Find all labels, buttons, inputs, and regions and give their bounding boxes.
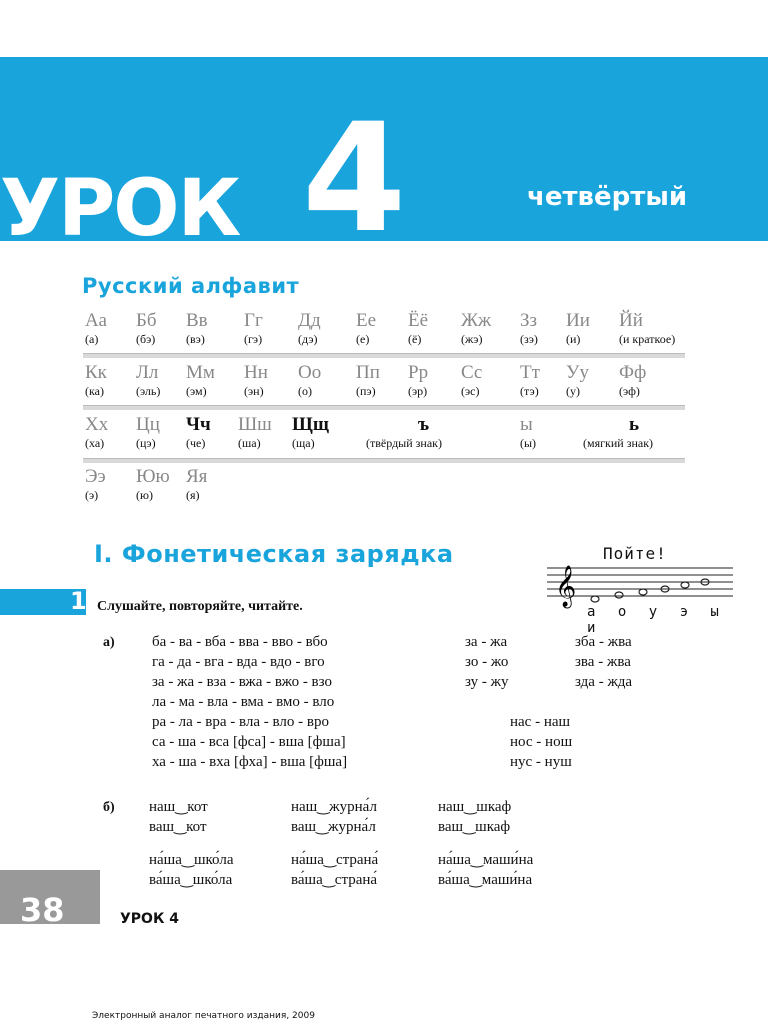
alphabet-letter: Пп	[356, 362, 380, 383]
alphabet-letter-cell	[186, 467, 207, 501]
alphabet-letter-cell	[583, 415, 653, 449]
alphabet-letter-name: (и краткое)	[619, 332, 676, 346]
alphabet-letter: Ии	[566, 310, 590, 331]
alphabet-letter-cell	[566, 311, 590, 345]
alphabet-letter-name: (вэ)	[186, 332, 205, 346]
alphabet-letter-name: (пэ)	[356, 384, 376, 398]
alphabet-letter-cell	[356, 363, 380, 397]
alphabet-letter-cell	[408, 363, 428, 397]
alphabet-letter-cell	[186, 415, 211, 449]
part-a-label: а)	[103, 635, 115, 650]
alphabet-letter-name: (тэ)	[520, 384, 539, 398]
alphabet-letter-name: (бэ)	[136, 332, 156, 346]
syllable-line: ха - ша - вха [фха] - вша [фша]	[152, 754, 348, 770]
divider	[83, 405, 685, 410]
alphabet-letter-cell	[356, 311, 376, 345]
alphabet-letter-name: (о)	[298, 384, 312, 398]
alphabet-letter-name: (е)	[356, 332, 370, 346]
alphabet-letter-name: (у)	[566, 384, 580, 398]
alphabet-letter: Шш	[238, 414, 272, 435]
syllable-line: зба - жва	[575, 634, 632, 650]
section-title: I. Фонетическая зарядка	[94, 540, 454, 568]
alphabet-letter-name: (а)	[85, 332, 99, 346]
syllable-line: за - жа	[465, 634, 508, 650]
alphabet-letter-name: (дэ)	[298, 332, 318, 346]
publication-note: Электронный аналог печатного издания, 2009	[92, 1011, 315, 1021]
alphabet-letter-cell	[85, 467, 106, 501]
syllable-line: нус - нуш	[510, 754, 572, 770]
alphabet-letter-cell	[85, 311, 107, 345]
phrase: наш‿журна́л	[291, 799, 377, 815]
alphabet-letter-cell	[566, 363, 589, 397]
phrase: ва́ша‿шко́ла	[149, 872, 233, 888]
exercise-instruction: Слушайте, повторяйте, читайте.	[97, 599, 303, 614]
phrase: наш‿шкаф	[438, 799, 512, 815]
alphabet-letter-name: (эр)	[408, 384, 428, 398]
alphabet-letter-cell	[298, 311, 321, 345]
alphabet-letter-name: (ха)	[85, 436, 105, 450]
syllable-line: ла - ма - вла - вма - вмо - вло	[152, 694, 335, 710]
alphabet-letter-cell	[292, 415, 329, 449]
alphabet-letter-cell	[136, 415, 160, 449]
syllable-line: нос - нош	[510, 734, 573, 750]
phrase: наш‿кот	[149, 799, 208, 815]
alphabet-letter: Хх	[85, 414, 109, 435]
alphabet-letter: Ее	[356, 310, 377, 331]
alphabet-title: Русский алфавит	[82, 274, 300, 298]
alphabet-letter-cell	[85, 363, 107, 397]
alphabet-letter-name: (эн)	[244, 384, 264, 398]
syllable-line: нас - наш	[510, 714, 571, 730]
alphabet-letter: Зз	[520, 310, 538, 331]
alphabet-letter-cell	[520, 311, 538, 345]
alphabet-letter-name: (эс)	[461, 384, 480, 398]
alphabet-letter-cell	[186, 363, 215, 397]
alphabet-letter-cell	[85, 415, 108, 449]
alphabet-letter-name: (ё)	[408, 332, 422, 346]
alphabet-letter: ь	[629, 414, 640, 435]
alphabet-letter: Рр	[408, 362, 429, 383]
alphabet-letter: Цц	[136, 414, 160, 435]
syllable-line: ба - ва - вба - вва - вво - вбо	[152, 634, 328, 650]
alphabet-letter-name: (цэ)	[136, 436, 156, 450]
alphabet-letter-cell	[366, 415, 442, 449]
phrase: на́ша‿шко́ла	[149, 852, 234, 868]
alphabet-letter-cell	[619, 311, 675, 345]
alphabet-letter: Тт	[520, 362, 540, 383]
alphabet-letter: Чч	[186, 414, 211, 435]
alphabet-letter: Фф	[619, 362, 647, 383]
alphabet-letter-name: (жэ)	[461, 332, 483, 346]
sing-title: Пойте!	[603, 544, 667, 563]
alphabet-letter-name: (ща)	[292, 436, 315, 450]
alphabet-letter: Ээ	[85, 466, 106, 487]
phrase: на́ша‿страна́	[291, 852, 379, 868]
alphabet-letter-cell	[298, 363, 321, 397]
alphabet-letter-cell	[136, 467, 170, 501]
phrase: ва́ша‿страна́	[291, 872, 378, 888]
syllable-line: зда - жда	[575, 674, 633, 690]
alphabet-letter-cell	[520, 415, 536, 449]
divider	[83, 458, 685, 463]
phrase: ва́ша‿маши́на	[438, 872, 533, 888]
alphabet-letter: Бб	[136, 310, 157, 331]
alphabet-letter: Юю	[136, 466, 170, 487]
alphabet-letter-cell	[461, 311, 491, 345]
divider	[83, 353, 685, 358]
alphabet-letter-name: (мягкий знак)	[583, 436, 654, 450]
alphabet-letter: Оо	[298, 362, 322, 383]
alphabet-letter-name: (твёрдый знак)	[366, 436, 442, 450]
alphabet-letter: Сс	[461, 362, 483, 383]
phrase: ваш‿шкаф	[438, 819, 511, 835]
alphabet-letter-cell	[238, 415, 272, 449]
alphabet-letter: Вв	[186, 310, 208, 331]
alphabet-letter: Гг	[244, 310, 263, 331]
syllable-line: зу - жу	[465, 674, 509, 690]
alphabet-letter: Аа	[85, 310, 107, 331]
alphabet-letter-cell	[244, 363, 268, 397]
alphabet-letter-name: (зэ)	[520, 332, 538, 346]
alphabet-letter: Жж	[461, 310, 492, 331]
alphabet-letter: ы	[520, 414, 533, 435]
alphabet-letter-name: (ю)	[136, 488, 153, 502]
vowel-row: а о у э ы и	[587, 604, 726, 636]
sing-illustration	[543, 544, 735, 636]
alphabet-letter-cell	[136, 311, 157, 345]
phrase: на́ша‿маши́на	[438, 852, 534, 868]
alphabet-letter-name: (ка)	[85, 384, 104, 398]
alphabet-letter: Йй	[619, 310, 643, 331]
page-number: 38	[20, 891, 65, 929]
part-b-label: б)	[103, 800, 115, 815]
alphabet-letter-name: (ы)	[520, 436, 537, 450]
lesson-ordinal: четвёртый	[527, 182, 688, 212]
alphabet-letter: Лл	[136, 362, 159, 383]
alphabet-letter-name: (эф)	[619, 384, 640, 398]
lesson-number: 4	[302, 92, 407, 266]
alphabet-letter-cell	[136, 363, 160, 397]
alphabet-letter-cell	[408, 311, 428, 345]
exercise-number: 1	[70, 587, 87, 615]
syllable-line: зва - жва	[575, 654, 631, 670]
phrase: ваш‿кот	[149, 819, 207, 835]
alphabet-letter-name: (эль)	[136, 384, 161, 398]
alphabet-letter: Дд	[298, 310, 321, 331]
running-footer: УРОК 4	[120, 911, 180, 927]
alphabet-letter-cell	[244, 311, 263, 345]
alphabet-letter: Нн	[244, 362, 268, 383]
alphabet-letter-name: (эм)	[186, 384, 207, 398]
alphabet-letter-cell	[520, 363, 540, 397]
syllable-line: га - да - вга - вда - вдо - вго	[152, 654, 325, 670]
alphabet-letter-name: (ша)	[238, 436, 261, 450]
alphabet-letter: Уу	[566, 362, 589, 383]
alphabet-letter: Яя	[186, 466, 208, 487]
alphabet-letter-name: (че)	[186, 436, 206, 450]
svg-text:𝄞: 𝄞	[555, 566, 577, 607]
alphabet-letter-name: (э)	[85, 488, 99, 502]
phrase: ваш‿журна́л	[291, 819, 376, 835]
alphabet-letter-cell	[461, 363, 482, 397]
alphabet-letter-name: (и)	[566, 332, 581, 346]
alphabet-letter-name: (гэ)	[244, 332, 263, 346]
alphabet-letter: Кк	[85, 362, 107, 383]
syllable-line: за - жа - вза - вжа - вжо - взо	[152, 674, 332, 690]
lesson-label: УРОК	[0, 164, 240, 254]
syllable-line: са - ша - вса [фса] - вша [фша]	[152, 734, 346, 750]
syllable-line: зо - жо	[465, 654, 509, 670]
alphabet-letter: Мм	[186, 362, 215, 383]
alphabet-letter: Ёё	[408, 310, 429, 331]
alphabet-letter: ъ	[418, 414, 430, 435]
alphabet-letter-name: (я)	[186, 488, 200, 502]
syllable-line: ра - ла - вра - вла - вло - вро	[152, 714, 329, 730]
alphabet-letter: Щщ	[292, 414, 329, 435]
alphabet-letter-cell	[186, 311, 208, 345]
alphabet-letter-cell	[619, 363, 646, 397]
